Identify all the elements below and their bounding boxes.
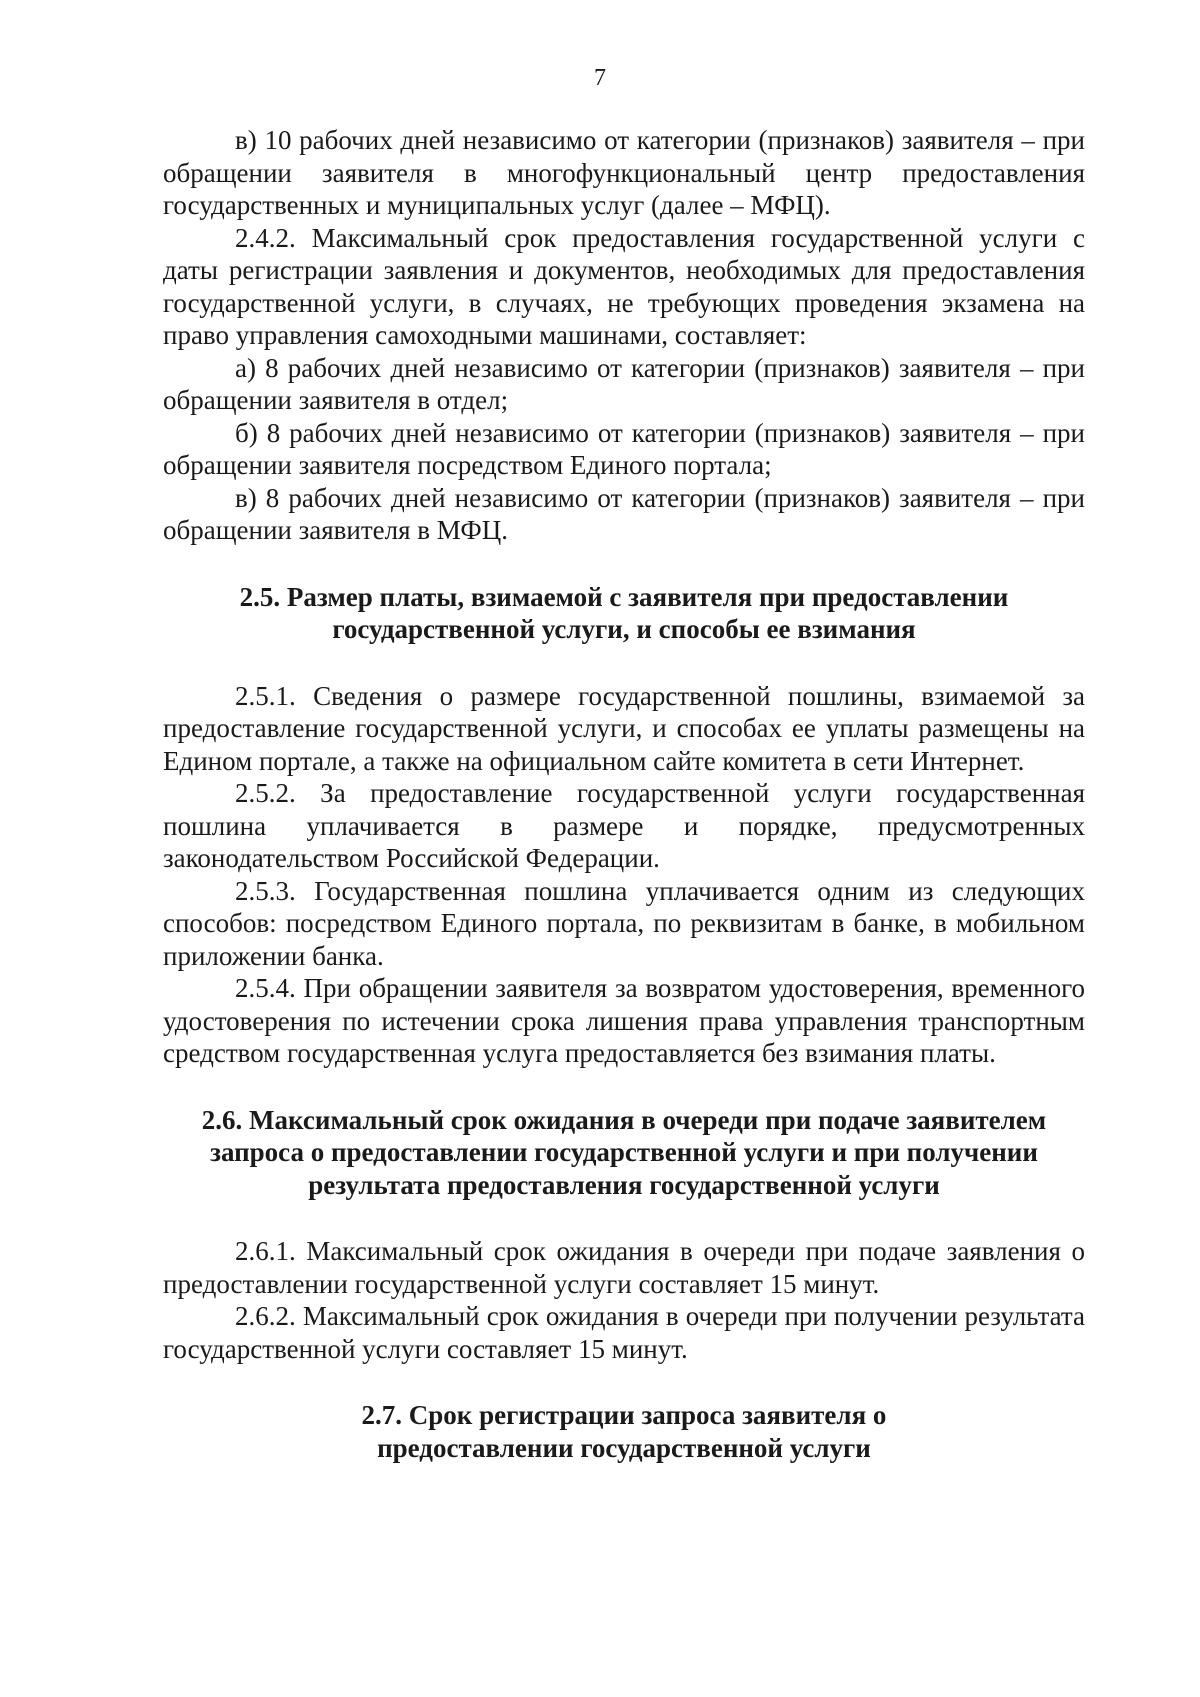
paragraph-2-5-1: 2.5.1. Сведения о размере государственной пошлины, взимаемой за предоставление государственной услуги, и способах ее уплаты размещены на Едином портале, а также на официальном сайте комитета в сети Интернет. — [163, 680, 1085, 776]
paragraph-2-5-3: 2.5.3. Государственная пошлина уплачивается одним из следующих способов: посредством Единого портала, по реквизитам в банке, в мобильном приложении банка. — [163, 875, 1085, 971]
paragraph-2-4-2-b: б) 8 рабочих дней независимо от категории (признаков) заявителя – при обращении заявителя посредством Единого портала; — [163, 417, 1085, 480]
paragraph-2-6-1: 2.6.1. Максимальный срок ожидания в очереди при подаче заявления о предоставлении государственной услуги составляет 15 минут. — [163, 1236, 1085, 1299]
page-number: 7 — [594, 65, 606, 91]
section-heading-2-6: 2.6. Максимальный срок ожидания в очереди при подаче заявителем запроса о предоставлении государственной услуги и при получении результата предоставления государственной услуги — [201, 1104, 1047, 1200]
paragraph-2-6-2: 2.6.2. Максимальный срок ожидания в очереди при получении результата государственной услуги составляет 15 минут. — [163, 1301, 1085, 1364]
section-heading-2-7: 2.7. Срок регистрации запроса заявителя о предоставлении государственной услуги — [361, 1400, 887, 1463]
section-heading-2-5: 2.5. Размер платы, взимаемой с заявителя при предоставлении государственной услуги, и способы ее взимания — [239, 581, 1009, 644]
paragraph-2-4-2-a: а) 8 рабочих дней независимо от категории (признаков) заявителя – при обращении заявителя в отдел; — [163, 352, 1085, 415]
paragraph-2-5-2: 2.5.2. За предоставление государственной услуги государственная пошлина уплачивается в размере и порядке, предусмотренных законодательством Российской Федерации. — [163, 778, 1085, 873]
paragraph-2-4-1-v: в) 10 рабочих дней независимо от категории (признаков) заявителя – при обращении заявителя в многофункциональный центр предоставления государственных и муниципальных услуг (далее – МФЦ). — [163, 125, 1085, 220]
paragraph-2-4-2-v: в) 8 рабочих дней независимо от категории (признаков) заявителя – при обращении заявителя в МФЦ. — [163, 482, 1085, 545]
paragraph-2-4-2: 2.4.2. Максимальный срок предоставления государственной услуги с даты регистрации заявления и документов, необходимых для предоставления государственной услуги, в случаях, не требующих проведения экзамена на право управления самоходными машинами, составляет: — [163, 222, 1085, 350]
document-body — [163, 124, 1085, 1464]
paragraph-2-5-4: 2.5.4. При обращении заявителя за возвратом удостоверения, временного удостоверения по истечении срока лишения права управления транспортным средством государственная услуга предоставляется без взимания платы. — [163, 973, 1085, 1068]
